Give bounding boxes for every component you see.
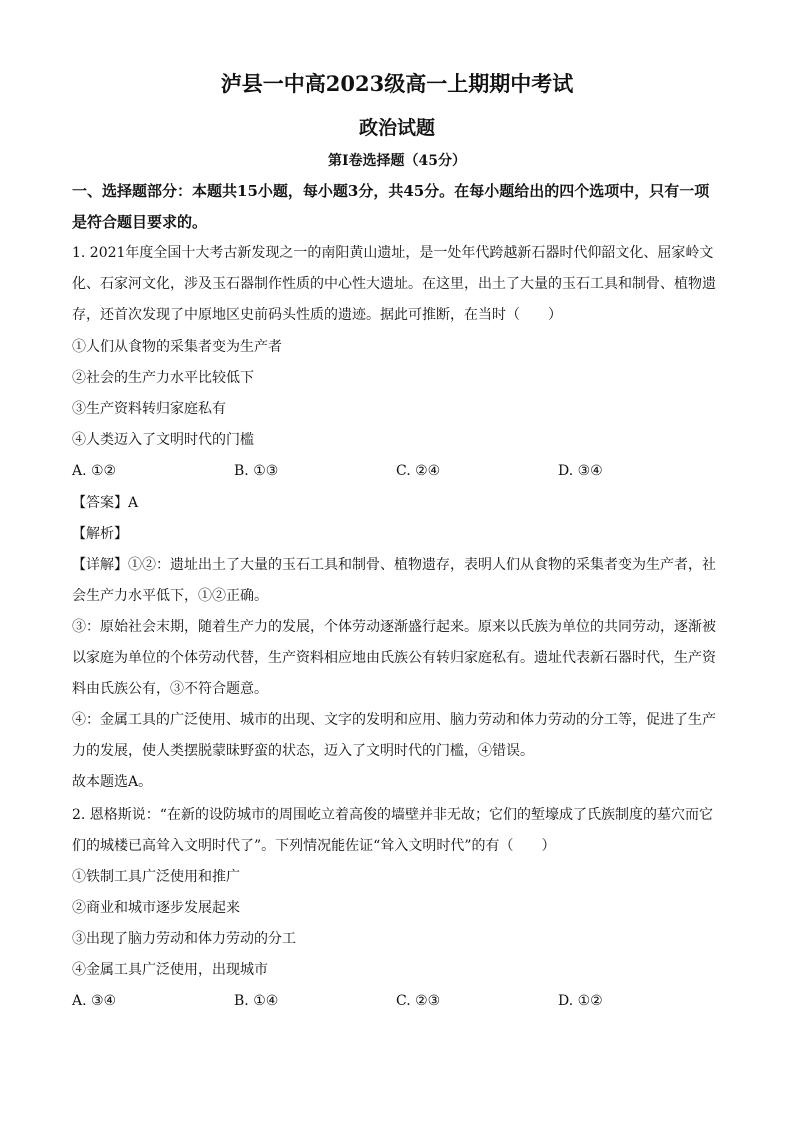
analysis-paragraph: 【详解】①②：遗址出土了大量的玉石工具和制骨、植物遗存，表明人们从食物的采集者变为生产者，社会生产力水平低下，①②正确。 — [72, 557, 716, 604]
exam-subtitle: 政治试题 — [358, 117, 435, 139]
question-2-item: ②商业和城市逐步发展起来 — [72, 900, 240, 916]
question-1-item: ①人们从食物的采集者变为生产者 — [72, 339, 282, 355]
option-c: C. ②③ — [396, 993, 441, 1009]
question-1-options — [72, 456, 722, 487]
question-2-options — [72, 986, 722, 1017]
question-1-item: ③生产资料转归家庭私有 — [72, 401, 226, 417]
question-1-item: ④人类迈入了文明时代的门槛 — [72, 432, 254, 448]
option-b: B. ①③ — [234, 463, 279, 479]
question-2-item: ④金属工具广泛使用，出现城市 — [72, 962, 268, 978]
analysis-paragraph: ④：金属工具的广泛使用、城市的出现、文字的发明和应用、脑力劳动和体力劳动的分工等，促进了生产力的发展，使人类摆脱蒙昧野蛮的状态，迈入了文明时代的门槛，④错误。 — [72, 712, 716, 759]
section-instructions: 一、选择题部分：本题共15小题，每小题3分，共45分。在每小题给出的四个选项中，只有一项是符合题目要求的。 — [72, 182, 710, 231]
question-2-stem: 2. 恩格斯说：“在新的设防城市的周围屹立着高俊的墙壁并非无故；它们的堑壕成了氏族制度的墓穴而它们的城楼已高耸入文明时代了”。下列情况能佐证“耸入文明时代”的有（ ） — [72, 807, 713, 854]
option-b: B. ①④ — [234, 993, 279, 1009]
analysis-conclusion: 故本题选A。 — [72, 774, 153, 790]
question-1-stem: 1. 2021年度全国十大考古新发现之一的南阳黄山遗址，是一处年代跨越新石器时代仰韶文化、屈家岭文化、石家河文化，涉及玉石器制作性质的中心性大遗址。在这里，出土了大量的玉石工具和制骨、植物遗存，还首次发现了中原地区史前码头性质的遗迹。据此可推断，在当时（ ） — [72, 245, 716, 323]
option-d: D. ③④ — [558, 463, 603, 479]
answer-label: 【答案】A — [72, 495, 139, 511]
question-1-item: ②社会的生产力水平比较低下 — [72, 370, 254, 386]
option-c: C. ②④ — [396, 463, 441, 479]
option-a: A. ①② — [72, 463, 117, 479]
section-heading: 第Ⅰ卷选择题（45分） — [327, 153, 467, 169]
question-2-item: ①铁制工具广泛使用和推广 — [72, 869, 240, 885]
question-2-item: ③出现了脑力劳动和体力劳动的分工 — [72, 931, 296, 947]
option-a: A. ③④ — [72, 993, 117, 1009]
option-d: D. ①② — [558, 993, 603, 1009]
exam-title: 泸县一中高2023级高一上期期中考试 — [220, 71, 574, 96]
analysis-label: 【解析】 — [72, 526, 128, 542]
analysis-paragraph: ③：原始社会末期，随着生产力的发展，个体劳动逐渐盛行起来。原来以氏族为单位的共同劳动，逐渐被以家庭为单位的个体劳动代替，生产资料相应地由氏族公有转归家庭私有。遗址代表新石器时代，生产资料由氏族公有，③不符合题意。 — [72, 619, 716, 697]
